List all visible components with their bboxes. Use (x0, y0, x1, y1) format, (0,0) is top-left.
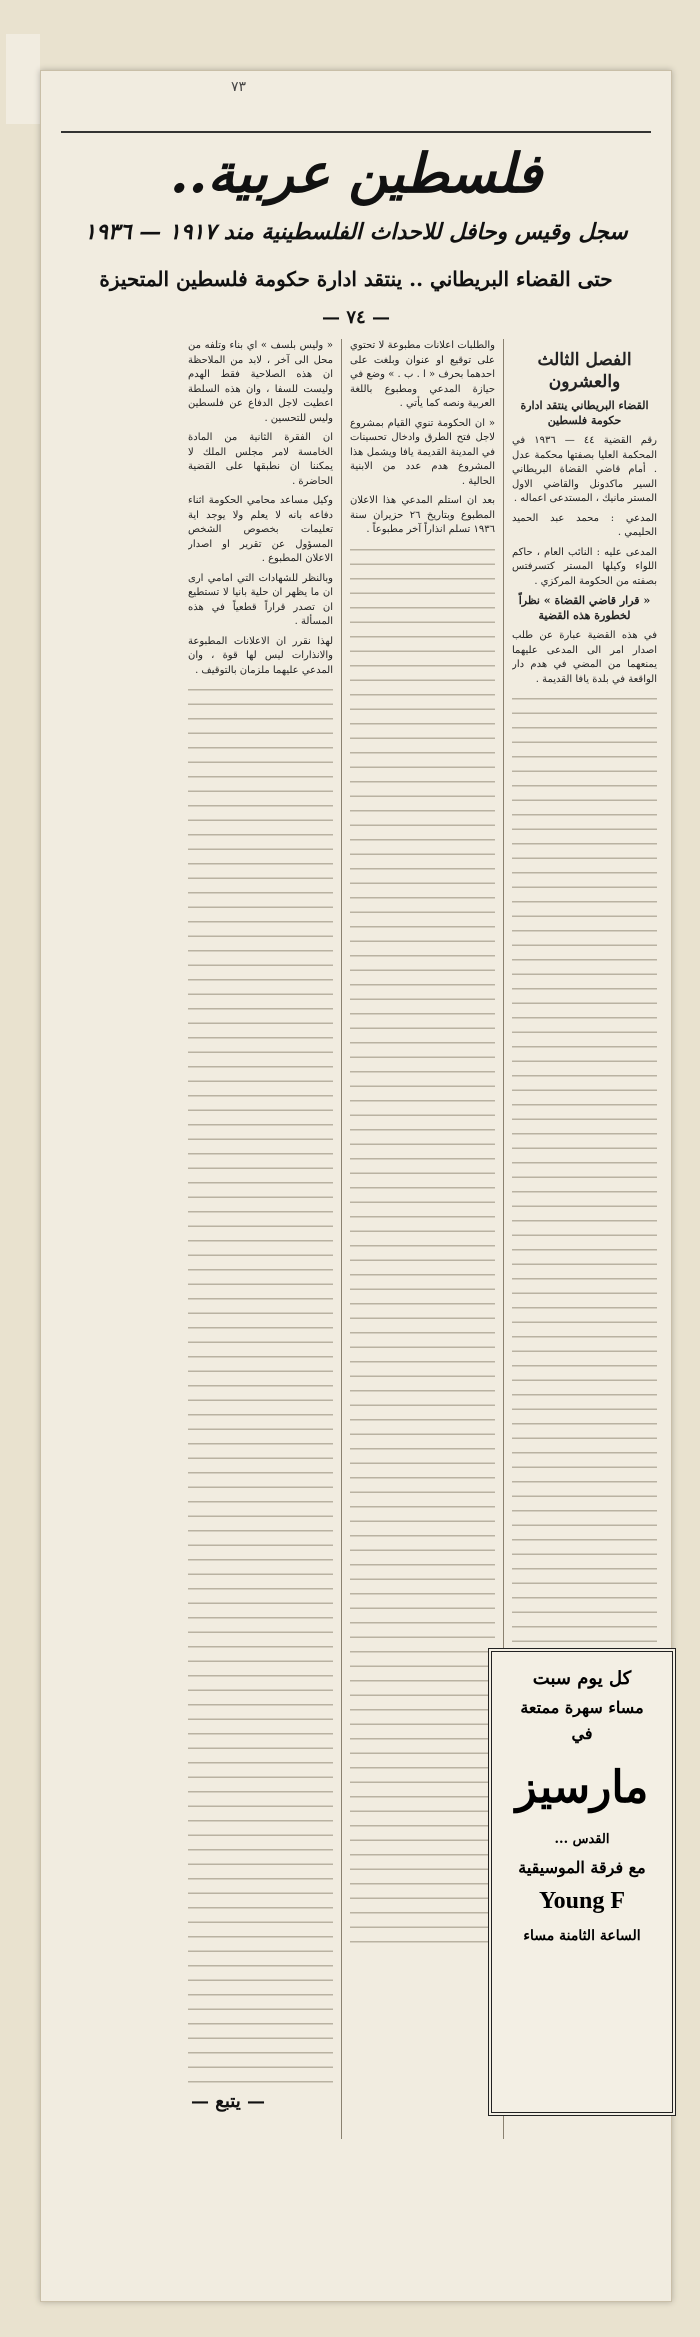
ad-line: مع فرقة الموسيقية (518, 1858, 646, 1877)
ad-brand-latin: Young F (538, 1888, 626, 1914)
article-paragraph: « وليس بلسف » اي بناء وتلفه من محل الى آخر ، لابد من الملاحظة ان هذه الصلاحية فقط الهدم وليست للسفا ، وان هذه السلطة اعطيت لاجل الدفاع عن فلسطين وليس للتحسين . (188, 340, 333, 424)
article-paragraph: ان الفقرة الثانية من المادة الخامسة لامر مجلس الملك لا يمكننا ان نطبقها على القضية الحاضرة . (188, 432, 333, 487)
article-paragraph: لهذا نقرر ان الاعلانات المطبوعة والانذارات ليس لها قوة ، وان المدعي عليهما ملزمان بالتوقيف . (188, 635, 333, 676)
subhead: « قرار قاضي القضاة » نظراً لخطورة هذه القضية (518, 594, 651, 622)
column-rule (341, 339, 342, 2139)
article-paragraph: المدعي : محمد عبد الحميد الحليمي . (512, 512, 657, 538)
article-paragraph: بعد ان استلم المدعي هذا الاعلان المطبوع وبتاريخ ٢٦ حزيران سنة ١٩٣٦ تسلم انذاراً آخر مطبوعاً . (350, 495, 495, 535)
ad-line: مساء سهرة ممتعة (520, 1698, 644, 1717)
article-paragraph: المدعى عليه : النائب العام ، حاكم اللواء وكيلها المستر كتسرفتس بصفته من الحكومة المركزي . (512, 546, 657, 587)
article-paragraph: وكيل مساعد محامي الحكومة اثناء دفاعه بانه لا يعلم ولا يوجد اية تعليمات بخصوص الشخص المسؤول عن تقرير او اصدار الاعلان المطبوع . (188, 495, 333, 564)
article-column-3 (188, 339, 333, 2139)
subhead: القضاء البريطاني ينتقد ادارة حكومة فلسطين (520, 399, 649, 427)
article-paragraph: في هذه القضية عبارة عن طلب اصدار امر الى المدعى عليهما يمنعهما من المضي في هدم دار الواقعة في بلدة يافا القديمة . (512, 630, 657, 685)
article-paragraph: والطلبات اعلانات مطبوعة لا تحتوي على توقيع او عنوان وبلغت على احدهما بحرف « ا . ب . » وضع في حيازة المدعي ومطبوع باللغة العربية ونصه كما يأتي . (350, 340, 495, 409)
chapter-title: الفصل الثالث والعشرون (537, 350, 632, 392)
text-lines (188, 683, 333, 2083)
ad-line: في (571, 1724, 593, 1743)
article-paragraph: وبالنظر للشهادات التي امامي ارى ان ما يظهر ان حلية بانيا لا تستطيع ان تصدر قراراً قطعياً في هذه المسألة . (188, 572, 333, 627)
headline: حتى القضاء البريطاني .. ينتقد ادارة حكومة فلسطين المتحيزة (99, 267, 613, 291)
ad-line: كل يوم سبت (532, 1668, 632, 1689)
installment-number: — ٧٤ — (322, 307, 390, 328)
ad-brand-arabic: مارسيز (515, 1762, 649, 1813)
article-paragraph: « ان الحكومة تنوي القيام بمشروع لاجل فتح الطرق وادخال تحسينات في المدينة القديمة يافا ويشمل هذا المشروع هدم عدد من الابنية الحالية . (350, 417, 495, 487)
series-subtitle: سجل وقيس وحافل للاحداث الفلسطينية مند ١٩١٧ — ١٩٣٦ (84, 219, 628, 245)
continued-label: — يتبع — (191, 2091, 266, 2112)
paper-tab (6, 34, 40, 124)
series-title: فلسطين عربية.. (169, 141, 543, 205)
ad-line: القدس ... (554, 1832, 610, 1847)
advertisement (488, 1648, 676, 2116)
ad-line: الساعة الثامنة مساء (523, 1928, 641, 1944)
top-rule (61, 131, 651, 133)
article-column-2 (350, 339, 495, 2139)
text-lines (350, 543, 495, 1943)
article-paragraph: رقم القضية ٤٤ — ١٩٣٦ في المحكمة العليا بصفتها محكمة عدل . أمام قاضي القضاة البريطاني السير ماكدونل والقاضي الاول المستر مانيك ، المستدعى اعماله . (512, 435, 657, 504)
page-number: ٧٣ (231, 79, 247, 95)
